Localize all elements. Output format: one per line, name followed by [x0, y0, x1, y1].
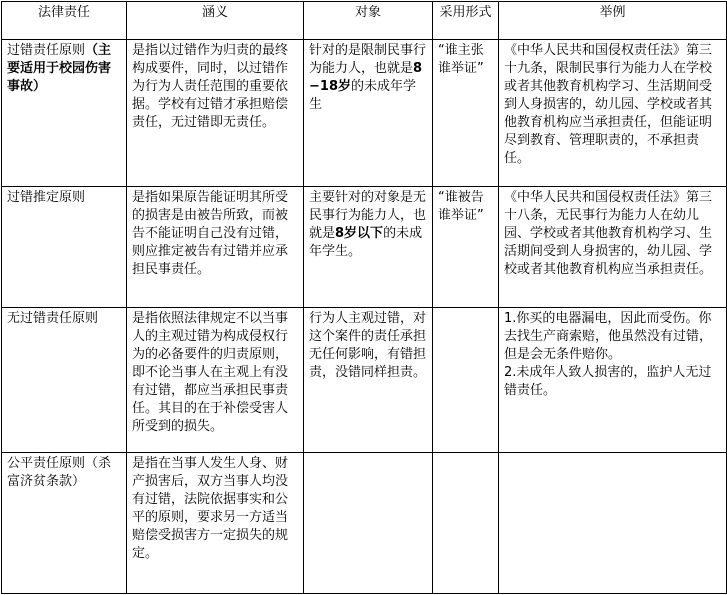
target-cell: 行为人主观过错，对这个案件的责任承担无任何影响，有错担责，没错同样担责。 — [304, 308, 433, 453]
form-cell — [433, 308, 499, 453]
header-form: 采用形式 — [433, 2, 499, 40]
header-meaning: 涵义 — [127, 2, 304, 40]
header-legal-liability: 法律责任 — [2, 2, 127, 40]
liability-principles-table — [1, 1, 727, 594]
table-row — [2, 308, 727, 453]
principle-cell: 无过错责任原则 — [2, 308, 127, 453]
form-cell: “谁被告谁举证” — [433, 187, 499, 308]
principle-cell: 过错推定原则 — [2, 187, 127, 308]
example-cell: 《中华人民共和国侵权责任法》第三十八条，无民事行为能力人在幼儿园、学校或者其他教育机构学习、生活期间受到人身损害的，幼儿园、学校或者其他教育机构应当承担责任。 — [499, 187, 727, 308]
principle-note: （主要适用于校园伤害事故） — [7, 43, 112, 94]
example-item: 1.你买的电器漏电，因此而受伤。你去找生产商索赔，他虽然没有过错，但是会无条件赔你。 — [504, 311, 713, 362]
principle-cell: 公平责任原则（杀富济贫条款） — [2, 453, 127, 594]
header-target: 对象 — [304, 2, 433, 40]
example-cell — [499, 453, 727, 594]
meaning-cell: 是指在当事人发生人身、财产损害后，双方当事人均没有过错，法院依据事实和公平的原则，要求另一方适当赔偿受损害方一定损失的规定。 — [127, 453, 304, 594]
target-age-range: 8−18岁 — [309, 60, 423, 94]
header-row — [2, 2, 727, 40]
target-cell — [304, 187, 433, 308]
header-example: 举例 — [499, 2, 727, 40]
principle-name: 过错责任原则 — [7, 43, 86, 58]
table-row — [2, 453, 727, 594]
target-age-range: 8岁以下 — [335, 225, 384, 241]
target-text-pre: 主要针对的对象是无民事行为能力人，也就是 — [309, 190, 427, 241]
principle-cell — [2, 40, 127, 187]
form-cell: “谁主张谁举证” — [433, 40, 499, 187]
form-cell — [433, 453, 499, 594]
meaning-cell: 是指如果原告能证明其所受的损害是由被告所致，而被告不能证明自己没有过错，则应推定被告有过错并应承担民事责任。 — [127, 187, 304, 308]
target-text-post: 的未成年学生 — [309, 78, 416, 112]
page — [0, 1, 727, 595]
table-row — [2, 40, 727, 187]
target-text-pre: 针对的是限制民事行为能力人，也就是 — [309, 43, 427, 76]
example-cell — [499, 308, 727, 453]
meaning-cell: 是指以过错作为归责的最终构成要件，同时，以过错作为行为人责任范围的重要依据。学校有过错才承担赔偿责任，无过错即无责任。 — [127, 40, 304, 187]
example-cell: 《中华人民共和国侵权责任法》第三十九条，限制民事行为能力人在学校或者其他教育机构学习、生活期间受到人身损害的，幼儿园、学校或者其他教育机构应当承担责任，但能证明尽到教育、管理职责的，不承担责任。 — [499, 40, 727, 187]
target-text-post: 的未成年学生。 — [309, 225, 423, 259]
target-cell — [304, 453, 433, 594]
example-item: 2.未成年人致人损害的，监护人无过错责任。 — [504, 364, 712, 398]
meaning-cell: 是指依照法律规定不以当事人的主观过错为构成侵权行为的必备要件的归责原则，即不论当事人在主观上有没有过错，都应当承担民事责任。其目的在于补偿受害人所受到的损失。 — [127, 308, 304, 453]
table-row — [2, 187, 727, 308]
target-cell — [304, 40, 433, 187]
